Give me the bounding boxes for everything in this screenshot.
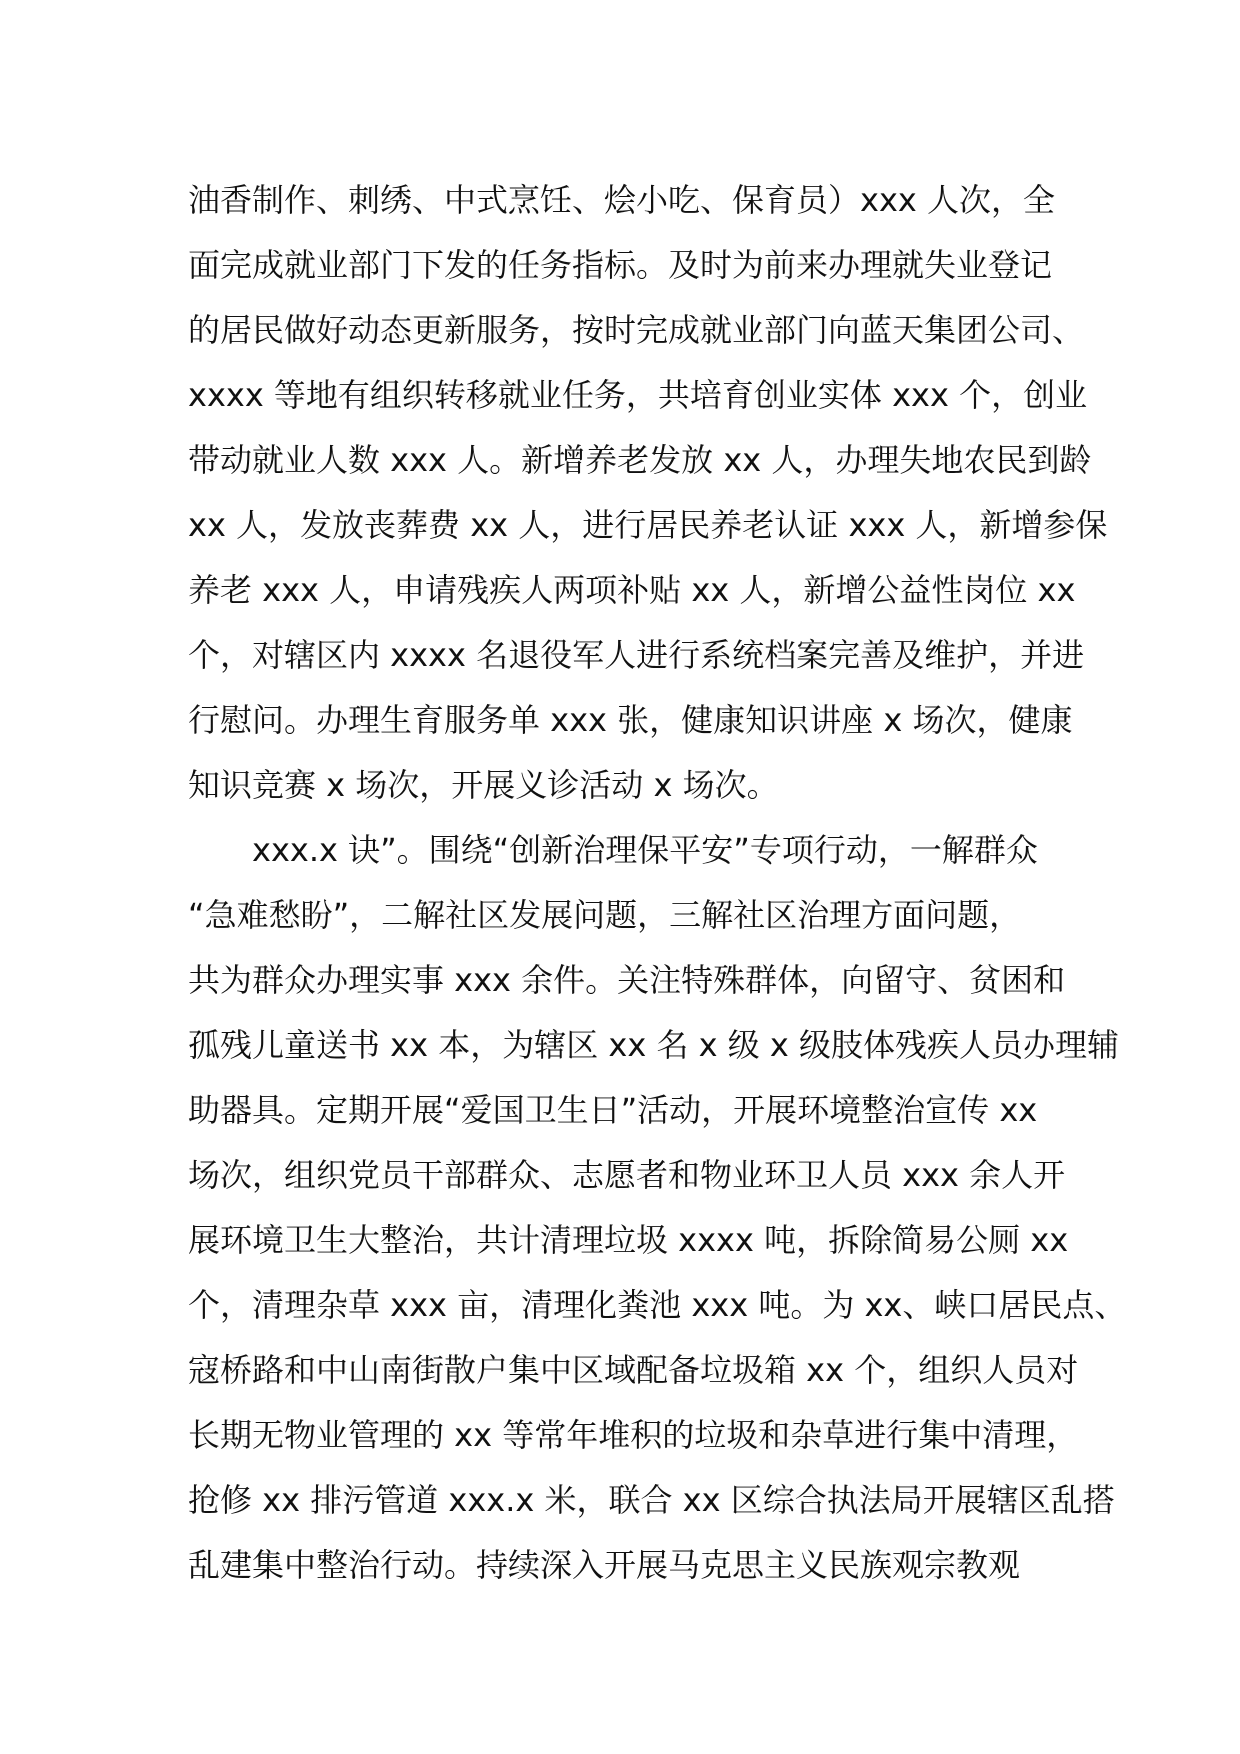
text-line: 抢修 xx 排污管道 xxx.x 米，联合 xx 区综合执法局开展辖区乱搭 — [188, 1481, 1115, 1519]
text-line: 知识竞赛 x 场次，开展义诊活动 x 场次。 — [188, 766, 779, 804]
text-line: 行慰问。办理生育服务单 xxx 张，健康知识讲座 x 场次，健康 — [188, 701, 1073, 739]
text-line: 助器具。定期开展“爱国卫生日”活动，开展环境整治宣传 xx — [188, 1091, 1038, 1129]
text-line: 乱建集中整治行动。持续深入开展马克思主义民族观宗教观 — [188, 1546, 1021, 1584]
document-body — [188, 168, 1127, 1598]
text-line: 共为群众办理实事 xxx 余件。关注特殊群体，向留守、贫困和 — [188, 961, 1066, 999]
text-line: 带动就业人数 xxx 人。新增养老发放 xx 人，办理失地农民到龄 — [188, 441, 1092, 479]
text-line: 个，清理杂草 xxx 亩，清理化粪池 xxx 吨。为 xx、峡口居民点、 — [188, 1286, 1127, 1324]
text-line: 长期无物业管理的 xx 等常年堆积的垃圾和杂草进行集中清理， — [188, 1416, 1079, 1454]
text-line: 展环境卫生大整治，共计清理垃圾 xxxx 吨，拆除简易公厕 xx — [188, 1221, 1069, 1259]
text-line: 面完成就业部门下发的任务指标。及时为前来办理就失业登记 — [188, 246, 1053, 284]
text-line: 油香制作、刺绣、中式烹饪、烩小吃、保育员）xxx 人次，全 — [188, 181, 1055, 219]
text-line: 个，对辖区内 xxxx 名退役军人进行系统档案完善及维护，并进 — [188, 636, 1085, 674]
text-line: 孤残儿童送书 xx 本，为辖区 xx 名 x 级 x 级肢体残疾人员办理辅 — [188, 1026, 1120, 1064]
text-line: 的居民做好动态更新服务，按时完成就业部门向蓝天集团公司、 — [188, 311, 1085, 349]
text-line: 寇桥路和中山南街散户集中区域配备垃圾箱 xx 个，组织人员对 — [188, 1351, 1079, 1389]
text-line: 场次，组织党员干部群众、志愿者和物业环卫人员 xxx 余人开 — [188, 1156, 1066, 1194]
text-line: xx 人，发放丧葬费 xx 人，进行居民养老认证 xxx 人，新增参保 — [188, 506, 1108, 544]
text-line: xxxx 等地有组织转移就业任务，共培育创业实体 xxx 个，创业 — [188, 376, 1088, 414]
text-line: 养老 xxx 人，申请残疾人两项补贴 xx 人，新增公益性岗位 xx — [188, 571, 1076, 609]
text-line: xxx.x 诀”。围绕“创新治理保平安”专项行动，一解群众 — [188, 831, 1038, 869]
text-line: “急难愁盼”，二解社区发展问题，三解社区治理方面问题， — [188, 896, 1022, 934]
